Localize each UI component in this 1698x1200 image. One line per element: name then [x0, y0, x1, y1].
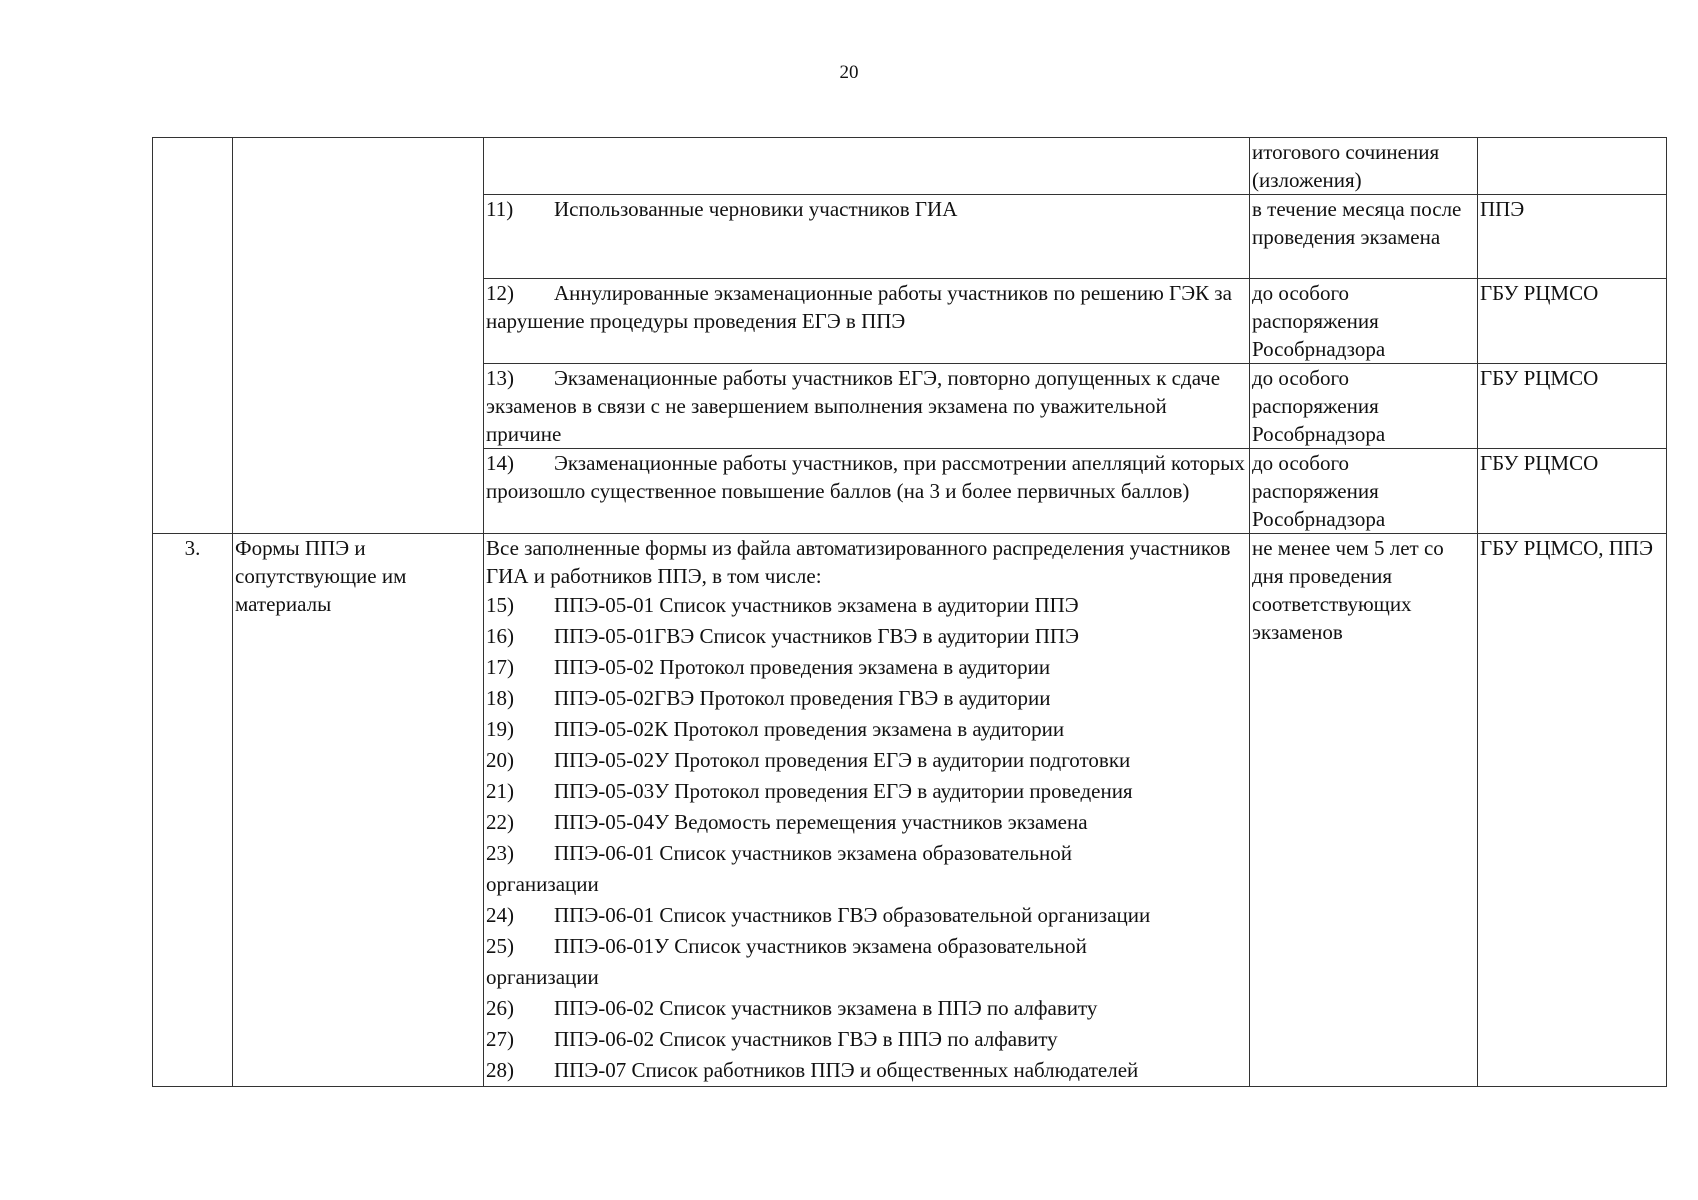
- place-cell: [1478, 138, 1667, 195]
- section-name: Формы ППЭ и сопутствующие им материалы: [233, 534, 484, 1087]
- list-item: 16) ППЭ-05-01ГВЭ Список участников ГВЭ в аудитории ППЭ: [486, 624, 1079, 648]
- list-item: 25) ППЭ-06-01У Список участников экзамена образовательной: [486, 934, 1087, 958]
- list-item: 21) ППЭ-05-03У Протокол проведения ЕГЭ в аудитории проведения: [486, 779, 1133, 803]
- item-text: Использованные черновики участников ГИА: [554, 197, 958, 221]
- section-intro: Все заполненные формы из файла автоматизированного распределения участников ГИА и работников ППЭ, в том числе:: [486, 536, 1231, 588]
- item-text: Аннулированные экзаменационные работы участников по решению ГЭК за нарушение процедуры проведения ЕГЭ в ППЭ: [486, 281, 1232, 333]
- place-cell: ГБУ РЦМСО: [1478, 279, 1667, 364]
- list-item: 24) ППЭ-06-01 Список участников ГВЭ образовательной организации: [486, 903, 1151, 927]
- place-cell: ППЭ: [1478, 195, 1667, 279]
- page-number: 20: [839, 62, 859, 83]
- item-number: 13): [486, 366, 514, 390]
- retention-table: [152, 137, 1667, 1087]
- content-cell: [484, 279, 1250, 364]
- item-number: 12): [486, 281, 514, 305]
- content-cell: [484, 138, 1250, 195]
- list-item: 26) ППЭ-06-02 Список участников экзамена в ППЭ по алфавиту: [486, 996, 1098, 1020]
- period-cell: до особого распоряжения Рособрнадзора: [1250, 449, 1478, 534]
- item-text: Экзаменационные работы участников, при рассмотрении апелляций которых произошло существенное повышение баллов (на 3 и более первичных баллов): [486, 451, 1245, 503]
- list-item: 18) ППЭ-05-02ГВЭ Протокол проведения ГВЭ в аудитории: [486, 686, 1051, 710]
- item-number: 14): [486, 451, 514, 475]
- table-row: [153, 138, 1667, 195]
- content-cell: [484, 364, 1250, 449]
- list-item-continuation: организации: [486, 965, 599, 989]
- list-item: 19) ППЭ-05-02К Протокол проведения экзамена в аудитории: [486, 717, 1065, 741]
- place-cell: ГБУ РЦМСО: [1478, 449, 1667, 534]
- name-cell: [233, 138, 484, 534]
- list-item: 27) ППЭ-06-02 Список участников ГВЭ в ППЭ по алфавиту: [486, 1027, 1058, 1051]
- content-cell: [484, 449, 1250, 534]
- period-cell: в течение месяца после проведения экзамена: [1250, 195, 1478, 279]
- item-number: 11): [486, 197, 514, 221]
- num-cell: [153, 138, 233, 534]
- list-item: 23) ППЭ-06-01 Список участников экзамена образовательной: [486, 841, 1072, 865]
- item-text: Экзаменационные работы участников ЕГЭ, повторно допущенных к сдаче экзаменов в связи с не завершением выполнения экзамена по уважительной причине: [486, 366, 1221, 446]
- period-cell: до особого распоряжения Рособрнадзора: [1250, 364, 1478, 449]
- period-cell: до особого распоряжения Рособрнадзора: [1250, 279, 1478, 364]
- content-cell: [484, 195, 1250, 279]
- list-item: 20) ППЭ-05-02У Протокол проведения ЕГЭ в аудитории подготовки: [486, 748, 1131, 772]
- list-item: 17) ППЭ-05-02 Протокол проведения экзамена в аудитории: [486, 655, 1051, 679]
- content-cell: [484, 534, 1250, 1087]
- list-item: 22) ППЭ-05-04У Ведомость перемещения участников экзамена: [486, 810, 1088, 834]
- list-item: 15) ППЭ-05-01 Список участников экзамена в аудитории ППЭ: [486, 593, 1079, 617]
- period-cell: итогового сочинения (изложения): [1250, 138, 1478, 195]
- table-row: [153, 534, 1667, 1087]
- period-cell: не менее чем 5 лет со дня проведения соответствующих экзаменов: [1250, 534, 1478, 1087]
- section-number: 3.: [153, 534, 233, 1087]
- forms-list: [486, 590, 1247, 1086]
- place-cell: ГБУ РЦМСО: [1478, 364, 1667, 449]
- place-cell: ГБУ РЦМСО, ППЭ: [1478, 534, 1667, 1087]
- list-item-continuation: организации: [486, 872, 599, 896]
- list-item: 28) ППЭ-07 Список работников ППЭ и общественных наблюдателей: [486, 1058, 1139, 1082]
